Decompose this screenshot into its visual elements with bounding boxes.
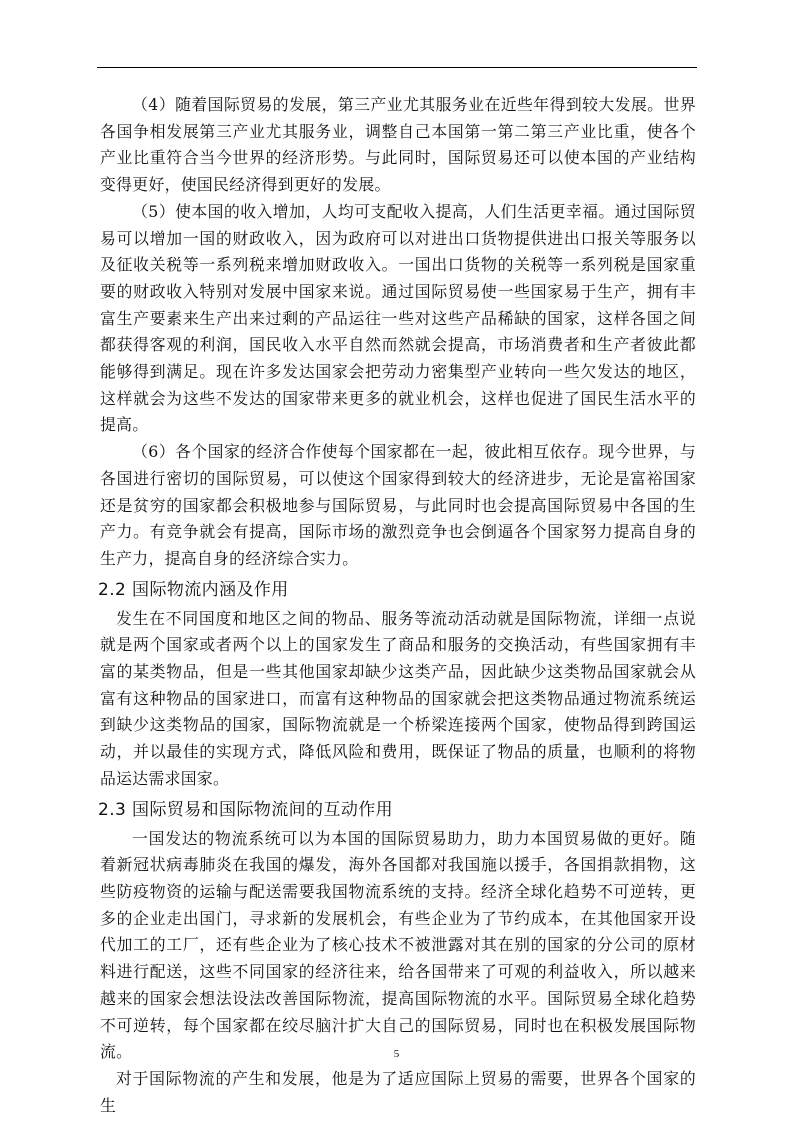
paragraph-interaction: 一国发达的物流系统可以为本国的国际贸易助力，助力本国贸易做的更好。随着新冠状病毒肺炎在我国的爆发，海外各国都对我国施以援手，各国捐款捐物，这些防疫物资的运输与配送需要我国物流系统的支持。经济全球化趋势不可逆转，更多的企业走出国门，寻求新的发展机会，有些企业为了节约成本，在其他国家开设代加工的工厂，还有些企业为了核心技术不被泄露对其在别的国家的分公司的原材料进行配送，这些不同国家的经济往来，给各国带来了可观的利益收入，所以越来越来的国家会想法设法改善国际物流，提高国际物流的水平。国际贸易全球化趋势不可逆转，每个国家都在绞尽脑汁扩大自己的国际贸易，同时也在积极发展国际物流。 <box>100 828 696 1062</box>
page-number: 5 <box>393 1048 400 1060</box>
section-heading-2-3: 2.3 国际贸易和国际物流间的互动作用 <box>98 799 394 820</box>
section-heading-2-2: 2.2 国际物流内涵及作用 <box>98 579 289 600</box>
document-body <box>100 92 696 1119</box>
paragraph-logistics-definition: 发生在不同国度和地区之间的物品、服务等流动活动就是国际物流，详细一点说就是两个国家或者两个以上的国家发生了商品和服务的交换活动，有些国家拥有丰富的某类物品，但是一些其他国家却缺少这类产品，因此缺少这类物品国家就会从富有这种物品的国家进口，而富有这种物品的国家就会把这类物品通过物流系统运到缺少这类物品的国家，国际物流就是一个桥梁连接两个国家，使物品得到跨国运动，并以最佳的实现方式，降低风险和费用，既保证了物品的质量，也顺利的将物品运达需求国家。 <box>100 608 696 788</box>
paragraph-origin: 对于国际物流的产生和发展，他是为了适应国际上贸易的需要，世界各个国家的生 <box>100 1068 696 1115</box>
paragraph-6: （6）各个国家的经济合作使每个国家都在一起，彼此相互依存。现今世界，与各国进行密切的国际贸易，可以使这个国家得到较大的经济进步，无论是富裕国家还是贫穷的国家都会积极地参与国际贸易，与此同时也会提高国际贸易中各国的生产力。有竞争就会有提高，国际市场的激烈竞争也会倒逼各个国家努力提高自身的生产力，提高自身的经济综合实力。 <box>100 442 696 568</box>
paragraph-5: （5）使本国的收入增加，人均可支配收入提高，人们生活更幸福。通过国际贸易可以增加一国的财政收入，因为政府可以对进出口货物提供进出口报关等服务以及征收关税等一系列税来增加财政收入。一国出口货物的关税等一系列税是国家重要的财政收入特别对发展中国家来说。通过国际贸易使一些国家易于生产，拥有丰富生产要素来生产出来过剩的产品运往一些对这些产品稀缺的国家，这样各国之间都获得客观的利润，国民收入水平自然而然就会提高，市场消费者和生产者彼此都能够得到满足。现在许多发达国家会把劳动力密集型产业转向一些欠发达的地区，这样就会为这些不发达的国家带来更多的就业机会，这样也促进了国民生活水平的提高。 <box>100 201 696 435</box>
paragraph-4: （4）随着国际贸易的发展，第三产业尤其服务业在近些年得到较大发展。世界各国争相发展第三产业尤其服务业，调整自己本国第一第二第三产业比重，使各个产业比重符合当今世界的经济形势。与此同时，国际贸易还可以使本国的产业结构变得更好，使国民经济得到更好的发展。 <box>100 95 696 195</box>
header-rule <box>97 67 697 68</box>
